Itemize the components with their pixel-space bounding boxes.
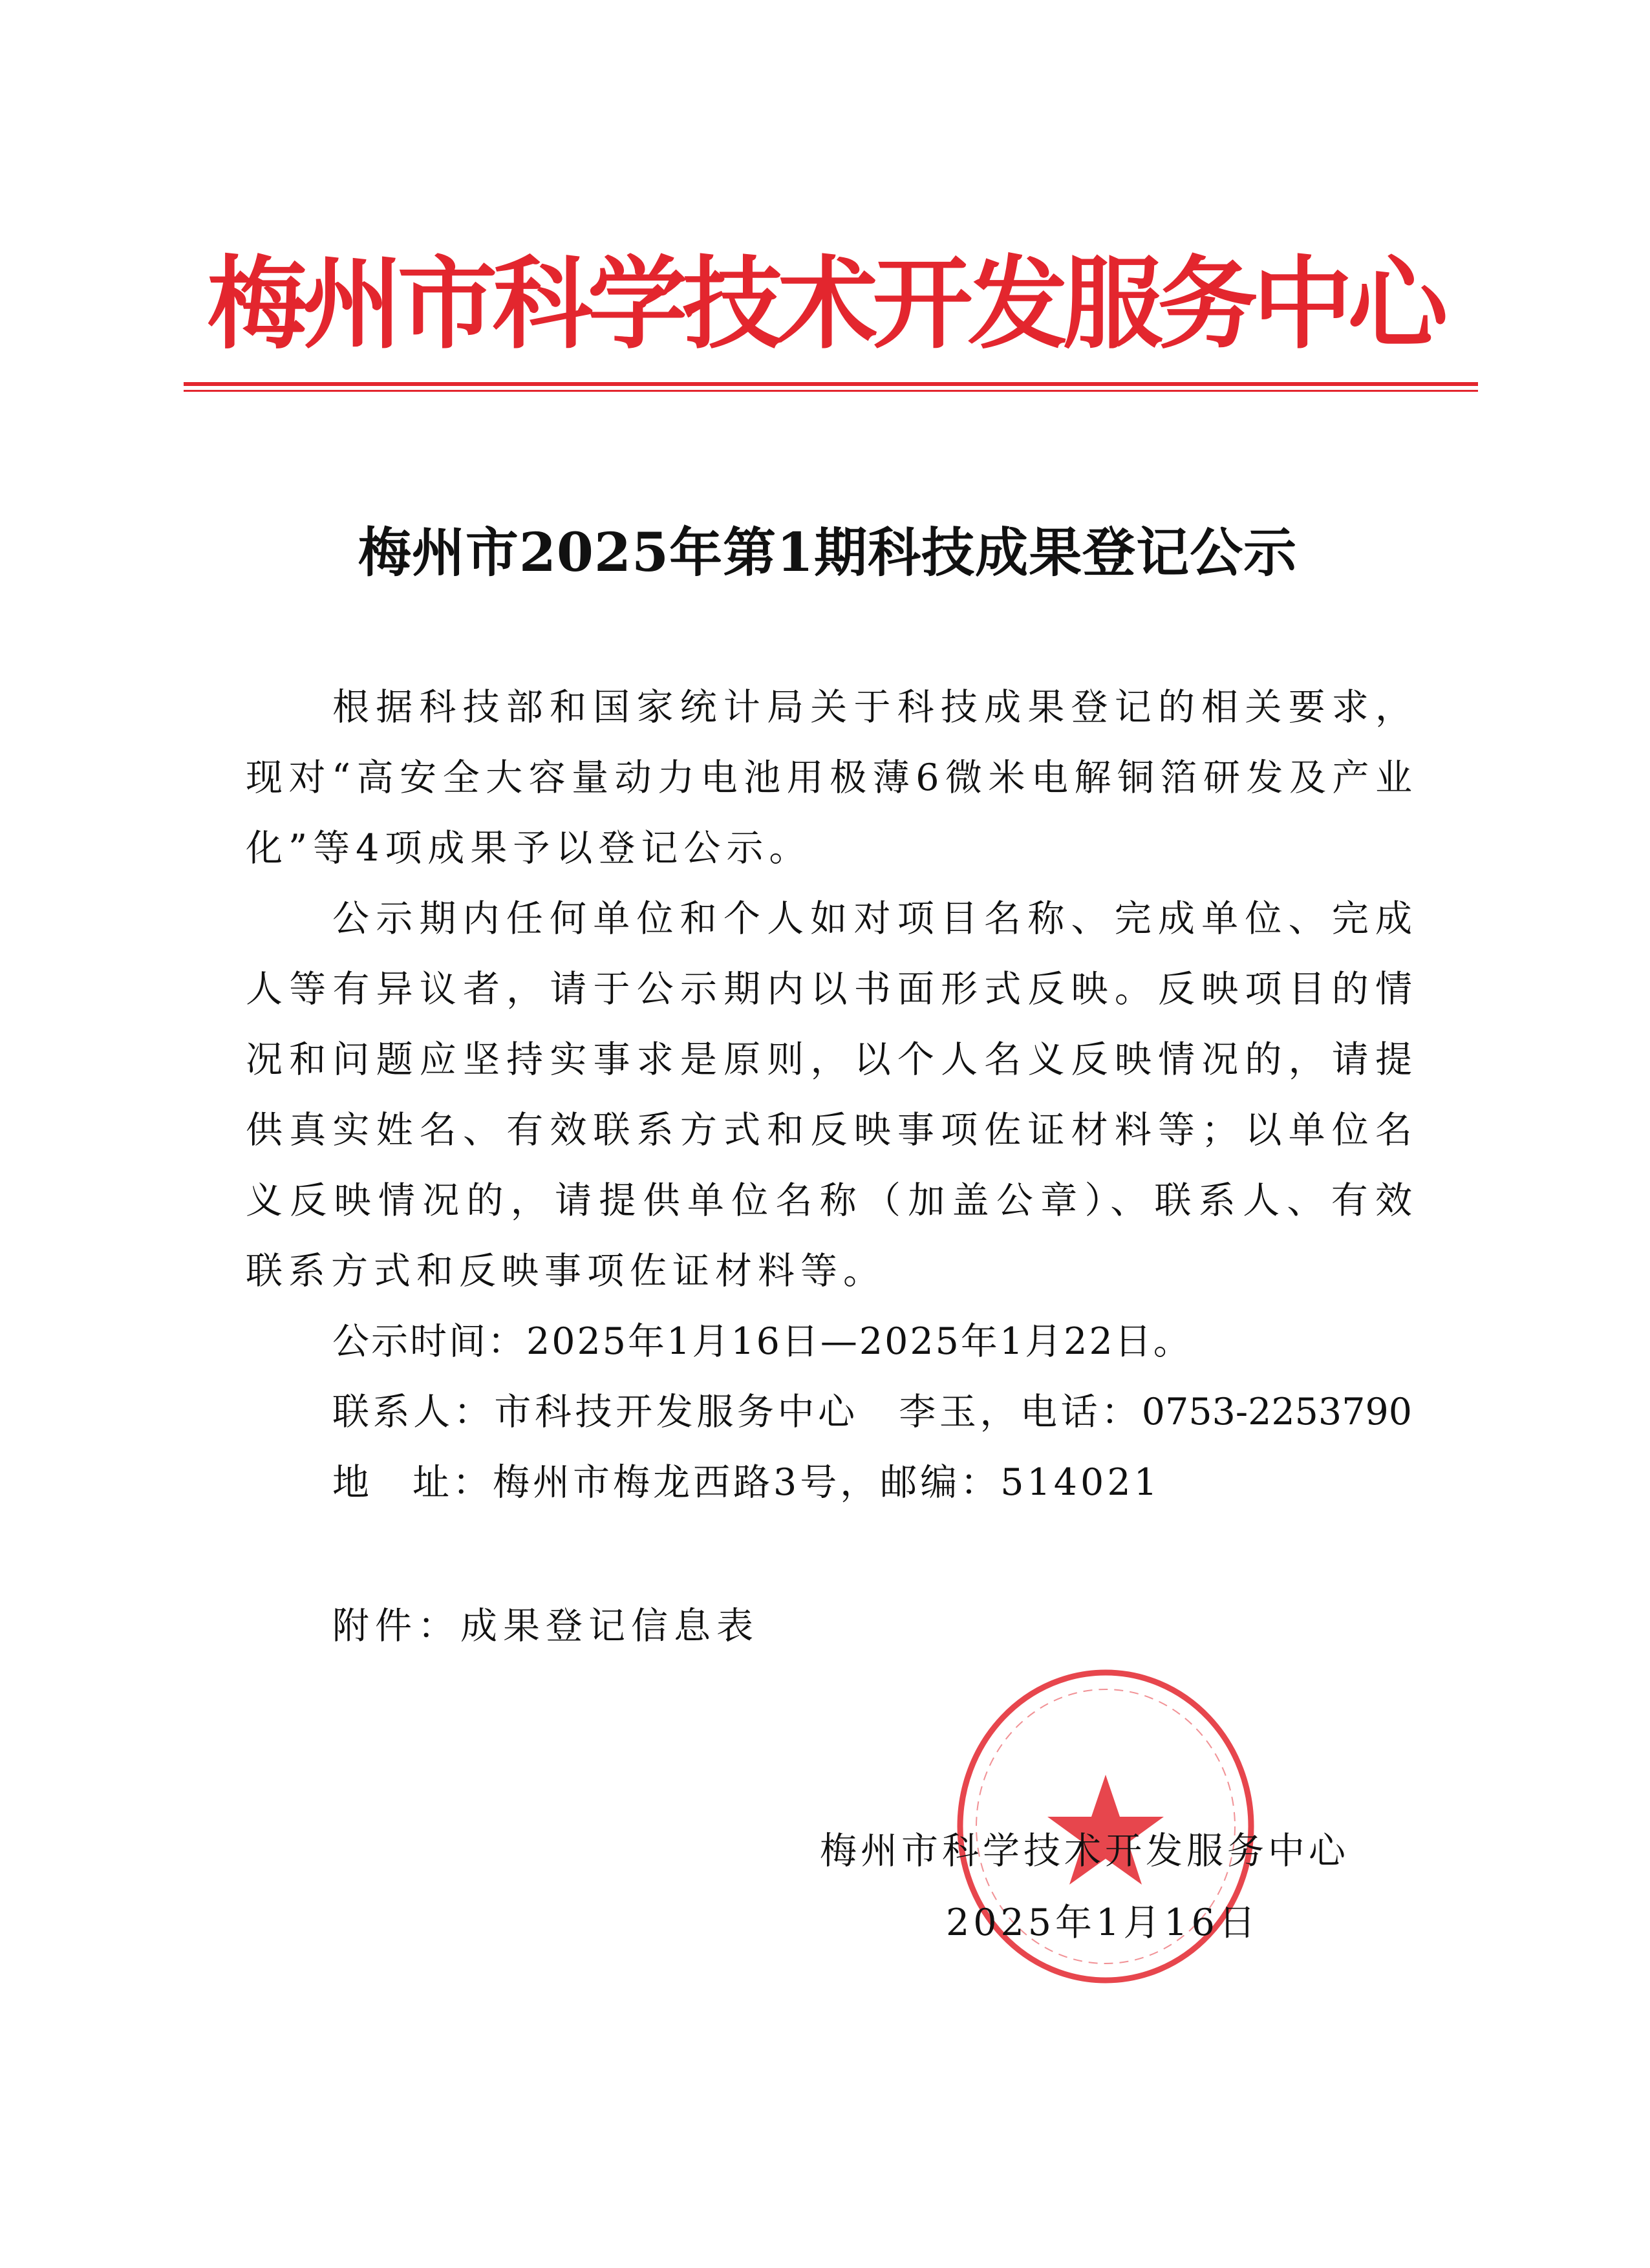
body-line: 人等有异议者，请于公示期内以书面形式反映。反映项目的情 xyxy=(246,968,1412,1011)
body-line: 根据科技部和国家统计局关于科技成果登记的相关要求， xyxy=(332,686,1412,729)
body-text xyxy=(246,672,1412,1662)
spacer xyxy=(246,1518,1412,1591)
body-line: 况和问题应坚持实事求是原则，以个人名义反映情况的，请提 xyxy=(246,1038,1412,1081)
body-line: 现对“高安全大容量动力电池用极薄6微米电解铜箔研发及产业 xyxy=(246,756,1412,799)
attachment-label: 附件：成果登记信息表 xyxy=(332,1605,759,1647)
body-line: 化”等4项成果予以登记公示。 xyxy=(246,827,812,870)
signature-date: 2025年1月16日 xyxy=(946,1901,1259,1944)
header-rule-thin xyxy=(184,390,1478,392)
signature-org: 梅州市科学技术开发服务中心 xyxy=(820,1830,1349,1872)
body-line: 公示期内任何单位和个人如对项目名称、完成单位、完成 xyxy=(332,897,1412,940)
publicity-period: 公示时间：2025年1月16日—2025年1月22日。 xyxy=(332,1320,1192,1363)
body-line: 义反映情况的，请提供单位名称（加盖公章）、联系人、有效 xyxy=(246,1179,1412,1222)
contact-info: 联系人：市科技开发服务中心 李玉，电话：0753-2253790 xyxy=(332,1391,1412,1433)
org-letterhead: 梅州市科学技术开发服务中心 xyxy=(207,244,1443,363)
body-line: 联系方式和反映事项佐证材料等。 xyxy=(246,1250,886,1292)
document-title: 梅州市2025年第1期科技成果登记公示 xyxy=(358,522,1298,584)
address-info: 地 址：梅州市梅龙西路3号，邮编：514021 xyxy=(332,1461,1161,1504)
header-rule-thick xyxy=(184,382,1478,386)
body-line: 供真实姓名、有效联系方式和反映事项佐证材料等；以单位名 xyxy=(246,1109,1412,1151)
